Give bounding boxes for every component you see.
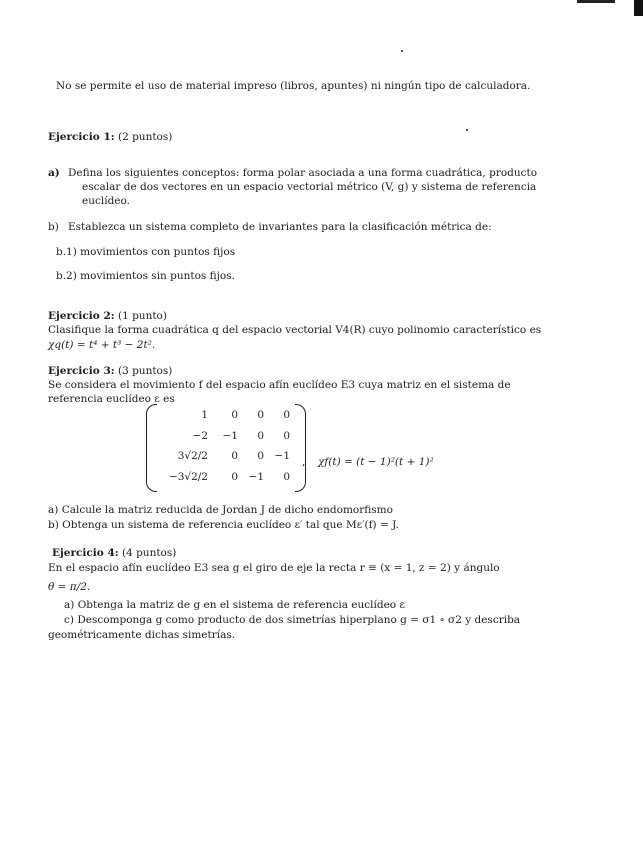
ej3-charpoly: χf(t) = (t − 1)²(t + 1)² [318, 456, 434, 468]
matrix-row [158, 405, 290, 426]
ej3-title: Ejercicio 3: [48, 365, 115, 377]
ej1-b-text: Establezca un sistema completo de invariantes para la clasificación métrica de: [68, 221, 492, 233]
scan-speck [466, 129, 468, 131]
ej3-line2: referencia euclídeo ε es [48, 393, 175, 405]
matrix-left-paren [146, 404, 157, 492]
matrix-row [158, 446, 290, 467]
ej2-line1: Clasifique la forma cuadrática q del espacio vectorial V4(R) cuyo polinomio característico es [48, 324, 542, 336]
ej4-line1: En el espacio afín euclídeo E3 sea g el giro de eje la recta r ≡ (x = 1, z = 2) y ángulo [48, 562, 500, 574]
ej3-matrix [146, 404, 306, 492]
matrix-right-paren [295, 404, 306, 492]
matrix-cell: −1 [222, 429, 238, 442]
matrix-comma: , [302, 456, 306, 468]
matrix-row [158, 467, 290, 488]
ej1-b1: b.1) movimientos con puntos fijos [56, 246, 236, 258]
ej2-title: Ejercicio 2: [48, 310, 115, 322]
matrix-cell: 0 [257, 450, 264, 463]
ej2-heading [48, 309, 167, 323]
ej4-a: a) Obtenga la matriz de g en el sistema de referencia euclídeo ε [64, 599, 405, 611]
ej1-b-label: b) [48, 221, 59, 233]
ej2-points: (1 punto) [117, 310, 167, 322]
matrix-cell: 3√2/2 [177, 450, 208, 463]
matrix-cell: −1 [274, 450, 290, 463]
matrix-row [158, 426, 290, 447]
matrix-table [158, 405, 290, 487]
ej4-title: Ejercicio 4: [52, 547, 119, 559]
matrix-cell: 0 [231, 450, 238, 463]
scan-speck [401, 50, 403, 52]
ej1-title: Ejercicio 1: [48, 131, 115, 143]
matrix-cell: 0 [283, 470, 290, 483]
ej1-a-label: a) [48, 167, 60, 179]
matrix-cell: −1 [248, 470, 264, 483]
ej4-b-line2: geométricamente dichas simetrías. [48, 629, 236, 641]
matrix-cell: −3√2/2 [168, 470, 208, 483]
ej4-theta: θ = π/2. [48, 581, 91, 593]
matrix-cell: 0 [283, 429, 290, 442]
matrix-cell: 0 [231, 470, 238, 483]
ej1-a-line2: escalar de dos vectores en un espacio vectorial métrico (V, g) y sistema de referencia [82, 181, 537, 193]
scan-edge-bar [577, 0, 615, 3]
ej3-a: a) Calcule la matriz reducida de Jordan J de dicho endomorfismo [48, 504, 393, 516]
matrix-cell: 0 [257, 409, 264, 422]
ej3-b: b) Obtenga un sistema de referencia euclídeo ε′ tal que Mε′(f) = J. [48, 519, 399, 531]
matrix-cell: 0 [283, 409, 290, 422]
ej1-a-line3: euclídeo. [82, 195, 130, 207]
matrix-cell: −2 [192, 429, 208, 442]
ej4-points: (4 puntos) [121, 547, 177, 559]
ej3-points: (3 puntos) [117, 365, 173, 377]
ej4-heading [52, 546, 176, 560]
ej1-points: (2 puntos) [117, 131, 173, 143]
scan-edge-block [634, 0, 643, 16]
ej3-line1: Se considera el movimiento f del espacio afín euclídeo E3 cuya matriz en el sistema de [48, 379, 511, 391]
matrix-cell: 0 [231, 409, 238, 422]
matrix-cell: 0 [257, 429, 264, 442]
ej4-b-line1: c) Descomponga g como producto de dos simetrías hiperplano g = σ1 ∘ σ2 y describa [64, 614, 521, 626]
ej1-b2: b.2) movimientos sin puntos fijos. [56, 270, 235, 282]
ej1-a-line1: Defina los siguientes conceptos: forma polar asociada a una forma cuadrática, producto [68, 167, 538, 179]
ej3-heading [48, 364, 172, 378]
ej1-heading [48, 130, 172, 144]
matrix-cell: 1 [201, 409, 208, 422]
ej2-line2: χq(t) = t⁴ + t³ − 2t². [48, 339, 156, 351]
exam-notice: No se permite el uso de material impreso (libros, apuntes) ni ningún tipo de calculadora. [56, 80, 531, 92]
